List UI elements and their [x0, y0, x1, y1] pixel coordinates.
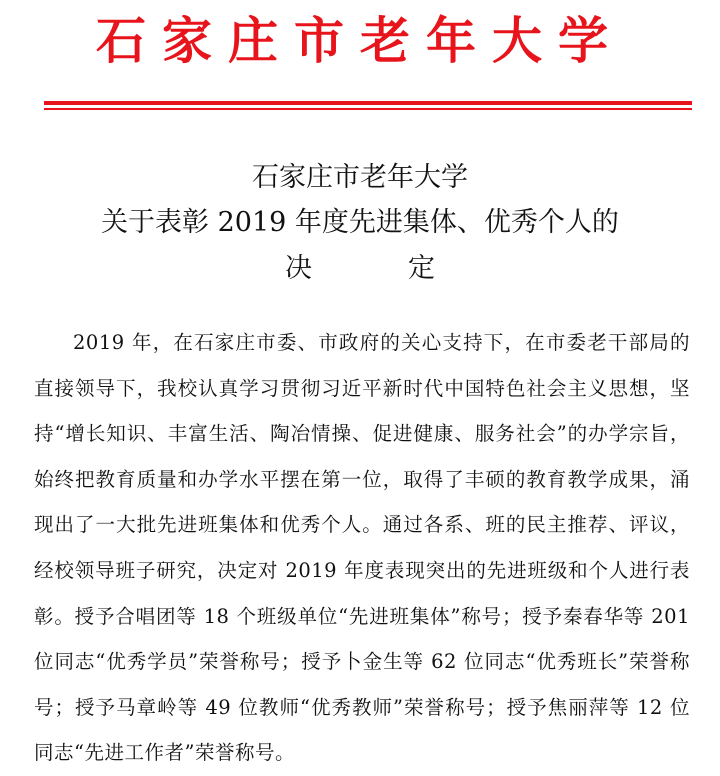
document-title-line3: [0, 249, 720, 289]
letterhead-rule-thick: [44, 101, 692, 105]
document-title-line1: 石家庄市老年大学: [252, 162, 468, 193]
document-body-paragraph: 2019 年，在石家庄市委、市政府的关心支持下，在市委老干部局的直接领导下，我校认真学习贯彻习近平新时代中国特色社会主义思想，坚持“增长知识、丰富生活、陶冶情操、促进健康、服务社会”的办学宗旨，始终把教育质量和办学水平摆在第一位，取得了丰硕的教育教学成果，涌现出了一大批先进班集体和优秀个人。通过各系、班的民主推荐、评议，经校领导班子研究，决定对 2019 年度表现突出的先进班级和个人进行表彰。授予合唱团等 18 个班级单位“先进班集体”称号；授予秦春华等 201 位同志“优秀学员”荣誉称号；授予卜金生等 62 位同志“优秀班长”荣誉称号；授予马章岭等 49 位教师“优秀教师”荣誉称号；授予焦丽萍等 12 位同志“先进工作者”荣誉称号。: [34, 331, 690, 765]
letterhead-title: 石家庄市老年大学: [96, 11, 624, 70]
document-title-char-1: 决: [285, 253, 312, 284]
letterhead-rule-thin: [44, 108, 692, 110]
document-title-line2: 关于表彰 2019 年度先进集体、优秀个人的: [101, 207, 619, 238]
document-title-char-2: 定: [408, 253, 435, 284]
